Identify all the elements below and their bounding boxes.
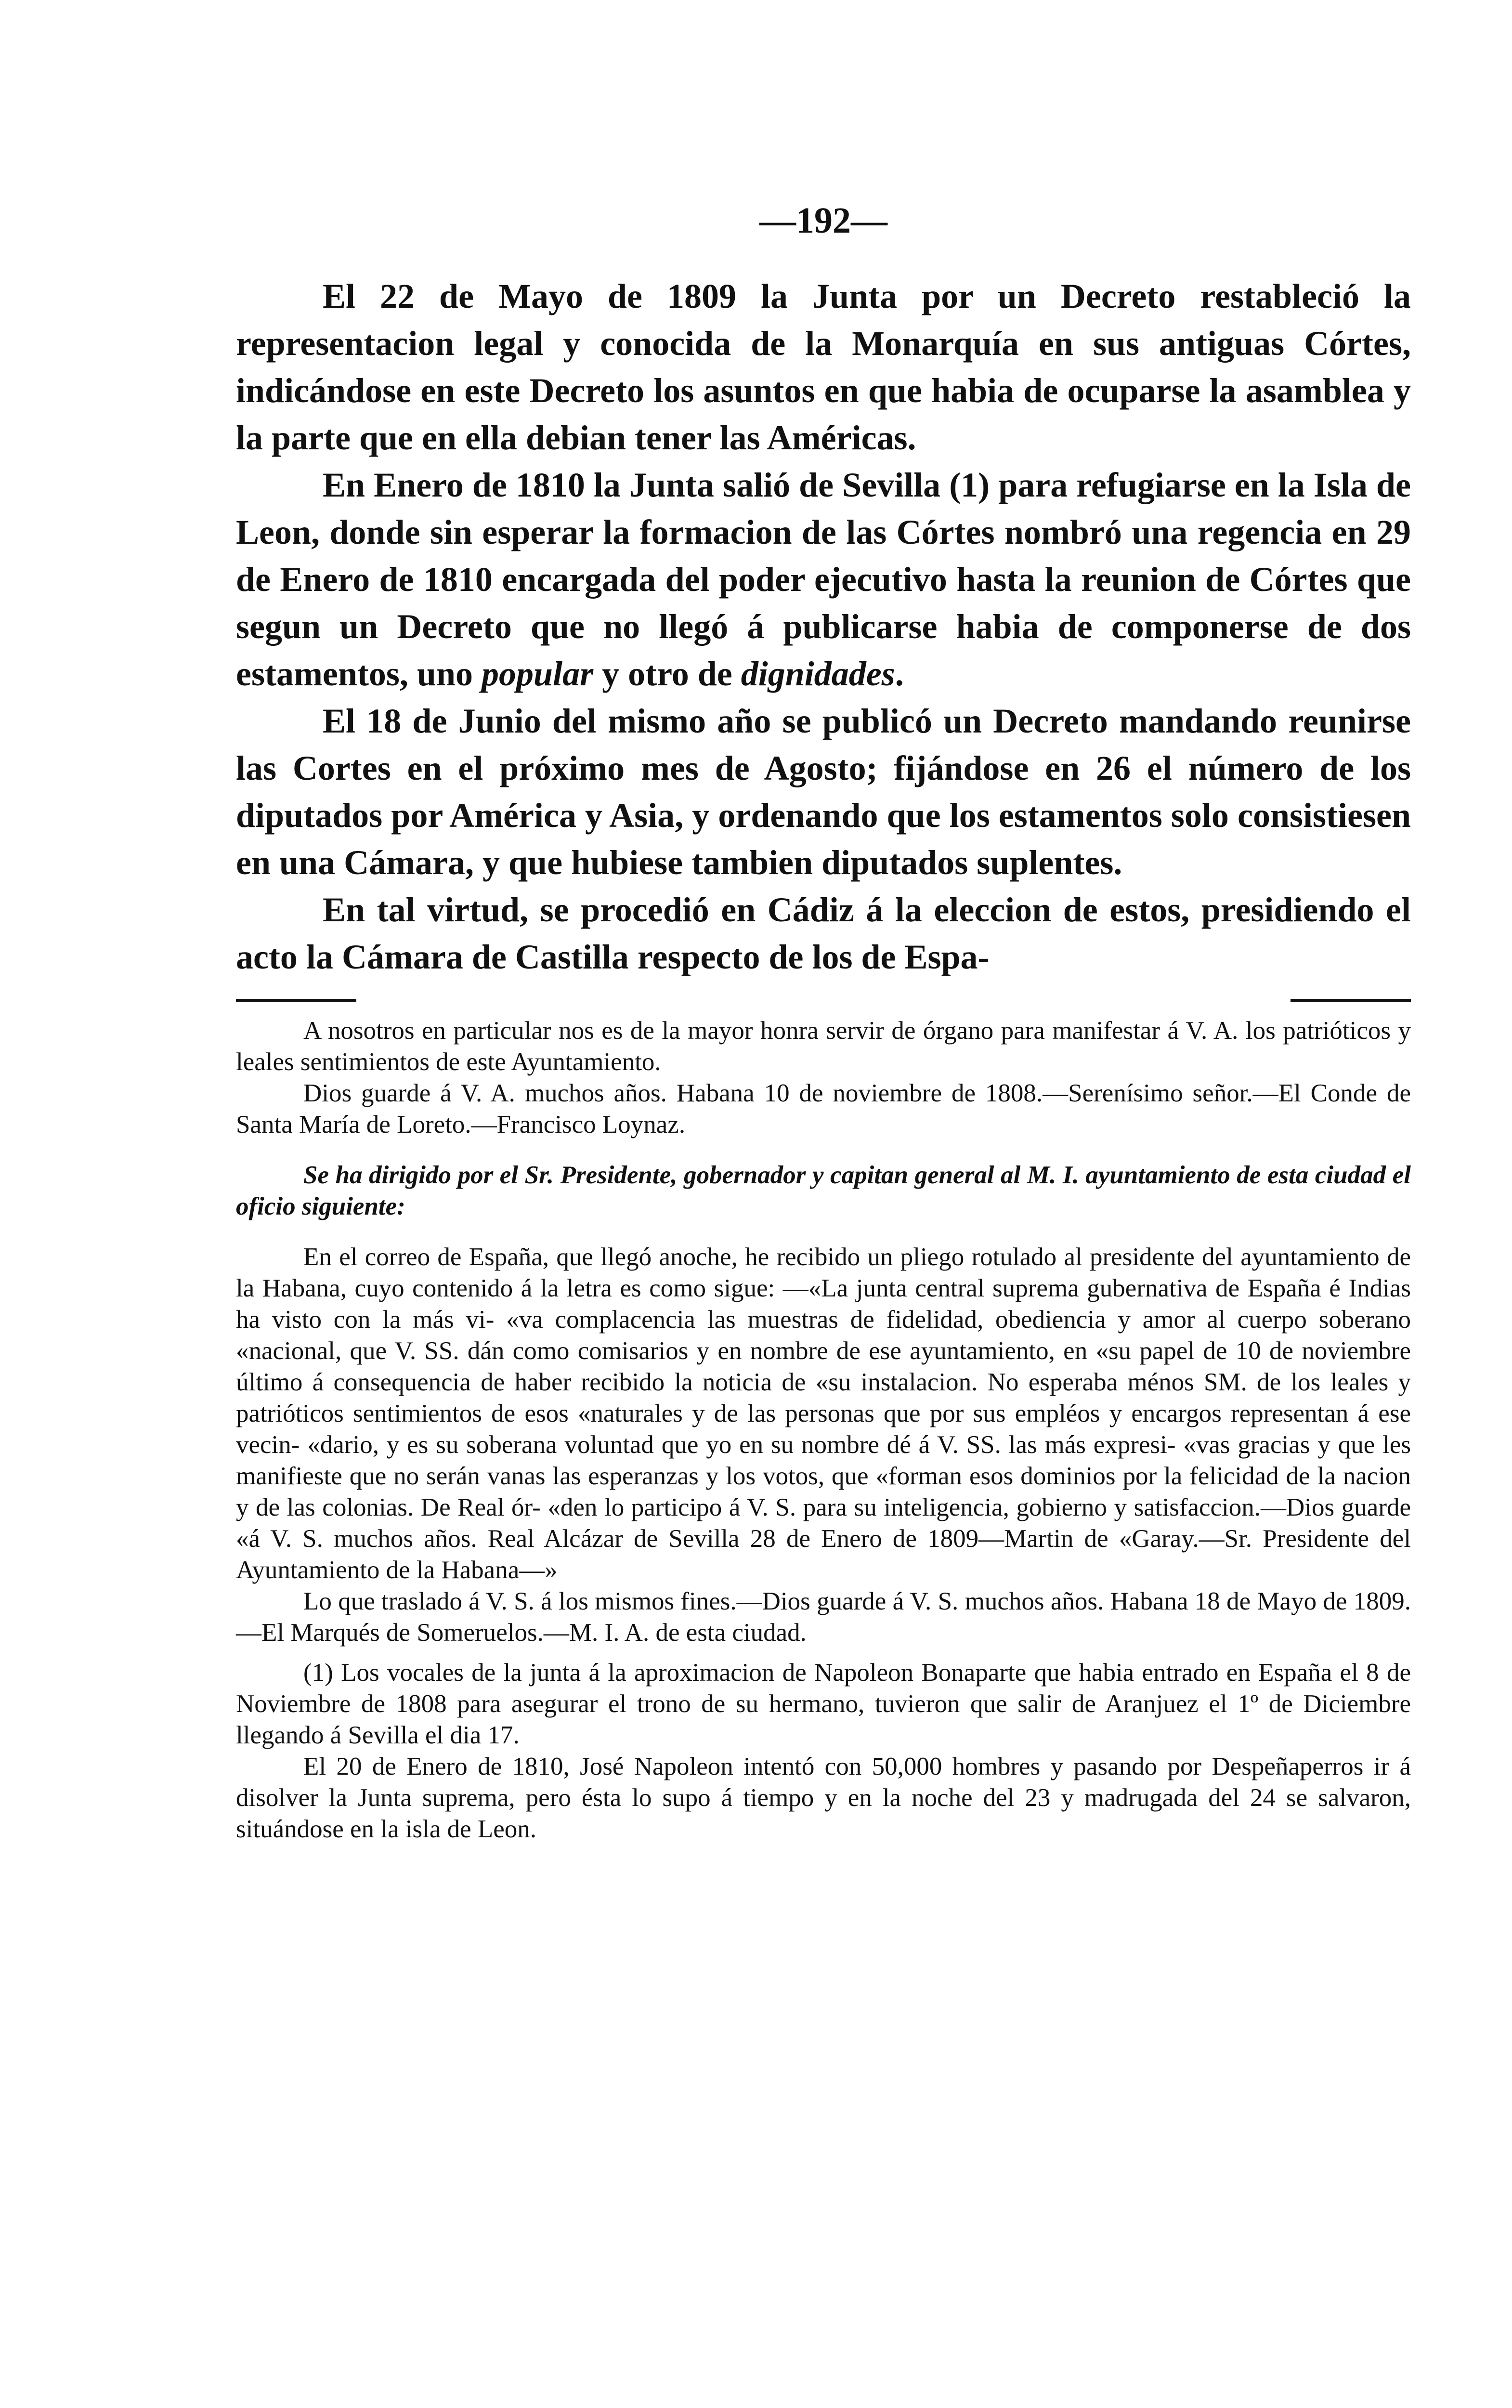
paragraph-text: . <box>895 654 904 693</box>
main-paragraph-junta-decreto: El 22 de Mayo de 1809 la Junta por un Decreto restableció la representacion legal y conocida de la Monarquía en sus antiguas Córtes, indicándose en este Decreto los asuntos en que habia de ocuparse la asamblea y la parte que en ella debian tener las Américas. <box>236 277 1411 457</box>
paragraph-text: En Enero de 1810 la Junta salió de Sevilla (1) para refugiarse en la Isla de Leon, donde sin esperar la formacion de las Córtes nombró una regencia en 29 de Enero de 1810 encargada del poder ejecutivo hasta la reunion de Córtes que segun un Decreto que no llegó á publicarse habia de componerse de dos estamentos, uno <box>236 466 1411 693</box>
document-page <box>236 202 1411 1845</box>
main-paragraph-eleccion-cadiz: En tal virtud, se procedió en Cádiz á la eleccion de estos, presidiendo el acto la Cámara de Castilla respecto de los de Espa- <box>236 890 1411 976</box>
italic-term: popular <box>482 654 594 693</box>
footnote-traslado: Lo que traslado á V. S. á los mismos fines.—Dios guarde á V. S. muchos años. Habana 18 de Mayo de 1809.—El Marqués de Someruelos.—M. I. A. de esta ciudad. <box>236 1587 1411 1647</box>
footnote-note-text: Los vocales de la junta á la aproximacion de Napoleon Bonaparte que habia entrado en España el 8 de Noviembre de 1808 para asegurar el trono de su hermano, tuvieron que salir de Aranjuez el 1º de Diciembre llegando á Sevilla el dia 17. <box>236 1659 1411 1749</box>
page-number: —192— <box>759 200 887 241</box>
main-paragraph-cortes-agosto: El 18 de Junio del mismo año se publicó un Decreto mandando reunirse las Cortes en el próximo mes de Agosto; fijándose en 26 el número de los diputados por América y Asia, y ordenando que los estamentos solo consistiesen en una Cámara, y que hubiese tambien diputados suplentes. <box>236 702 1411 882</box>
footnote-marker: (1) <box>303 1659 333 1687</box>
footnote-oficio: En el correo de España, que llegó anoche, he recibido un pliego rotulado al presidente del ayuntamiento de la Habana, cuyo contenido á la letra es como sigue: —«La junta central suprema gubernativa de España é Indias ha visto con la más vi- «va complacencia las muestras de fidelidad, obediencia y amor al cuerpo soberano «nacional, que V. SS. dán como comisarios y en nombre de ese ayuntamiento, en «su papel de 10 de noviembre último á consequencia de haber recibido la noticia de «su instalacion. No esperaba ménos SM. de los leales y patrióticos sentimientos de esos «naturales y de las personas que por sus empléos y encargos representan á ese vecin- «dario, y es su soberana voluntad que yo en su nombre dé á V. SS. las más expresi- «vas gracias y que les manifieste que no serán vanas las esperanzas y los votos, que «forman esos dominios por la felicidad de la nacion y de las colonias. De Real ór- «den lo participo á V. S. para su inteligencia, gobierno y satisfaccion.—Dios guarde «á V. S. muchos años. Real Alcázar de Sevilla 28 de Enero de 1809—Martin de «Garay.—Sr. Presidente del Ayuntamiento de la Habana—» <box>236 1243 1411 1584</box>
footnote-divider <box>236 984 1411 1015</box>
footnote-signature-1808: Dios guarde á V. A. muchos años. Habana 10 de noviembre de 1808.—Serenísimo señor.—El Conde de Santa María de Loreto.—Francisco Loynaz. <box>236 1079 1411 1139</box>
footnote-note-1 <box>236 1657 1411 1751</box>
main-text <box>236 273 1411 981</box>
footnote-note-2: El 20 de Enero de 1810, José Napoleon intentó con 50,000 hombres y pasando por Despeñaperros ir á disolver la Junta suprema, pero ésta lo supo á tiempo y en la noche del 23 y madrugada del 24 se salvaron, situándose en la isla de Leon. <box>236 1753 1411 1843</box>
footnote-rule-left <box>236 999 356 1002</box>
footnote-rule-right <box>1290 999 1411 1002</box>
main-paragraph-regencia <box>236 461 1411 697</box>
footnote-heading: Se ha dirigido por el Sr. Presidente, gobernador y capitan general al M. I. ayuntamiento de esta ciudad el oficio siguiente: <box>236 1161 1411 1220</box>
paragraph-text: y otro de <box>593 654 741 693</box>
italic-term: dignidades <box>741 654 895 693</box>
footnotes <box>236 1015 1411 1845</box>
footnote-continuation: A nosotros en particular nos es de la mayor honra servir de órgano para manifestar á V. A. los patrióticos y leales sentimientos de este Ayuntamiento. <box>236 1017 1411 1076</box>
